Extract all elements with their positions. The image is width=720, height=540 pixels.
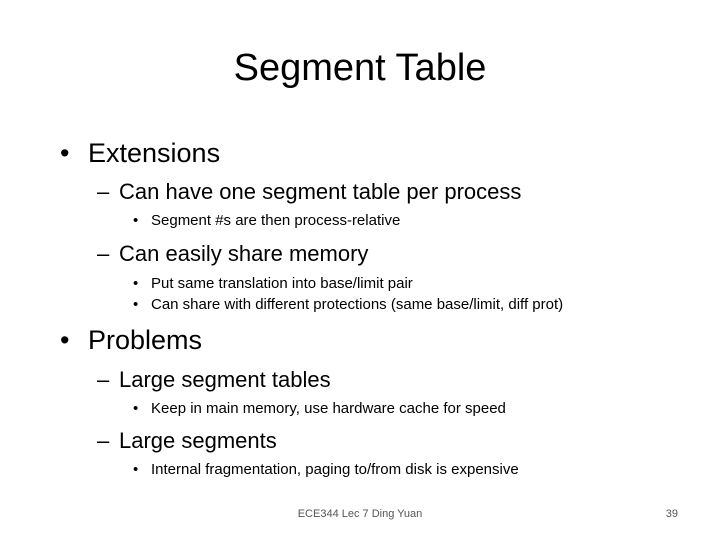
point-process-relative bbox=[133, 211, 400, 231]
dash-marker: – bbox=[97, 428, 110, 453]
point-internal-fragmentation bbox=[133, 460, 519, 480]
subitem-share-memory bbox=[97, 240, 368, 268]
point-text: Put same translation into base/limit pair bbox=[151, 275, 413, 292]
slide-number: 39 bbox=[665, 508, 678, 520]
point-marker: • bbox=[133, 212, 139, 229]
subitem-large-segments bbox=[97, 427, 277, 455]
dash-marker: – bbox=[97, 241, 110, 266]
subitem-one-table-per-process bbox=[97, 178, 521, 206]
subitem-text: Large segments bbox=[119, 428, 277, 453]
bullet-extensions bbox=[60, 137, 220, 169]
point-same-translation bbox=[133, 274, 413, 294]
point-different-protections bbox=[133, 295, 563, 315]
bullet-problems bbox=[60, 324, 202, 356]
slide-title: Segment Table bbox=[233, 47, 487, 89]
point-marker: • bbox=[133, 296, 139, 313]
dash-marker: – bbox=[97, 179, 110, 204]
point-marker: • bbox=[133, 461, 139, 478]
bullet-marker: • bbox=[60, 325, 70, 355]
subitem-text: Can have one segment table per process bbox=[119, 179, 522, 204]
point-text: Segment #s are then process-relative bbox=[151, 212, 401, 229]
dash-marker: – bbox=[97, 367, 110, 392]
point-marker: • bbox=[133, 275, 139, 292]
point-text: Can share with different protections (same base/limit, diff prot) bbox=[151, 296, 564, 313]
point-hardware-cache bbox=[133, 399, 506, 419]
bullet-marker: • bbox=[60, 138, 70, 168]
subitem-large-segment-tables bbox=[97, 366, 331, 394]
footer-course: ECE344 Lec 7 Ding Yuan bbox=[297, 508, 423, 520]
bullet-text: Problems bbox=[88, 325, 203, 355]
point-text: Keep in main memory, use hardware cache for speed bbox=[151, 400, 506, 417]
subitem-text: Can easily share memory bbox=[119, 241, 369, 266]
bullet-text: Extensions bbox=[88, 138, 221, 168]
point-text: Internal fragmentation, paging to/from disk is expensive bbox=[151, 461, 519, 478]
point-marker: • bbox=[133, 400, 139, 417]
subitem-text: Large segment tables bbox=[119, 367, 331, 392]
